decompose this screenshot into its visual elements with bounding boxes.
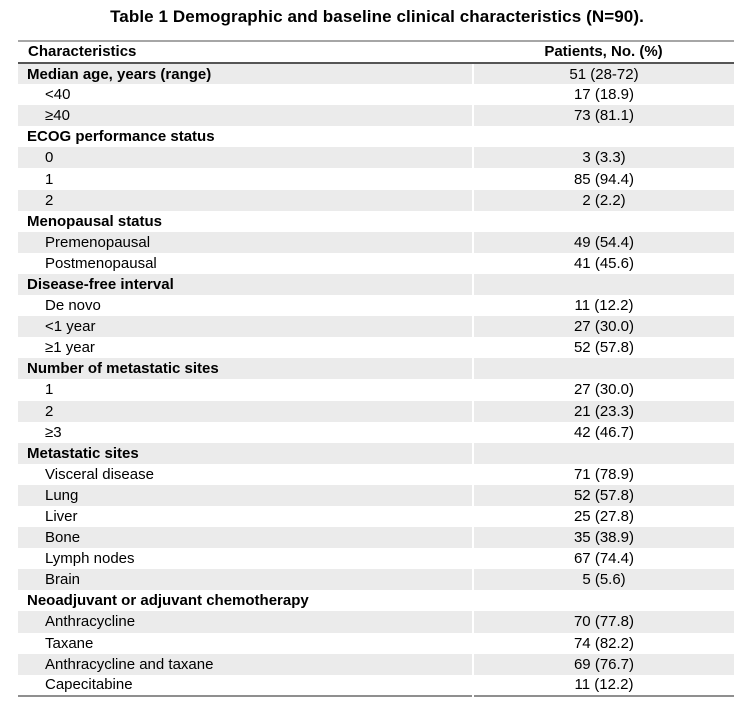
header-row <box>18 41 734 63</box>
characteristics-table <box>18 40 734 697</box>
table-row <box>18 401 734 422</box>
table-row <box>18 527 734 548</box>
table-row <box>18 274 734 295</box>
row-value: 35 (38.9) <box>473 527 734 548</box>
table-row <box>18 168 734 189</box>
table-row <box>18 84 734 105</box>
row-label: <1 year <box>18 316 473 337</box>
row-value: 85 (94.4) <box>473 168 734 189</box>
row-value: 73 (81.1) <box>473 105 734 126</box>
row-value: 5 (5.6) <box>473 569 734 590</box>
row-label: 2 <box>18 190 473 211</box>
row-label: Capecitabine <box>45 676 133 694</box>
row-value: 69 (76.7) <box>473 654 734 675</box>
row-label: ≥3 <box>45 423 62 441</box>
row-value <box>473 274 734 295</box>
row-label: ≥40 <box>18 105 473 126</box>
table-title: Table 1 Demographic and baseline clinical characteristics (N=90). <box>110 7 644 26</box>
row-value: 11 (12.2) <box>473 295 734 316</box>
table-row <box>18 295 734 316</box>
row-value: 42 (46.7) <box>473 422 734 443</box>
row-label: Menopausal status <box>27 212 163 230</box>
table-row <box>18 569 734 590</box>
row-value: 25 (27.8) <box>473 506 734 527</box>
column-header-patients: Patients, No. (%) <box>473 41 734 63</box>
row-value <box>473 126 734 147</box>
table-body <box>18 63 734 696</box>
row-label: Brain <box>18 569 473 590</box>
row-label: Visceral disease <box>45 465 154 483</box>
table-row <box>18 422 734 443</box>
table-row <box>18 147 734 168</box>
row-label: Anthracycline <box>18 611 473 632</box>
table-row <box>18 337 734 358</box>
table-row <box>18 316 734 337</box>
row-value: 67 (74.4) <box>473 548 734 569</box>
table-row <box>18 358 734 379</box>
row-label: Neoadjuvant or adjuvant chemotherapy <box>27 592 309 610</box>
table-row <box>18 506 734 527</box>
table-row <box>18 654 734 675</box>
row-label: <40 <box>45 86 71 104</box>
table-row <box>18 485 734 506</box>
row-value: 21 (23.3) <box>473 401 734 422</box>
row-label: 1 <box>45 381 54 399</box>
row-label: Lung <box>18 485 473 506</box>
row-label: ≥1 year <box>45 339 95 357</box>
row-label: Liver <box>45 508 78 526</box>
table-row <box>18 443 734 464</box>
table-row <box>18 633 734 654</box>
row-value: 3 (3.3) <box>473 147 734 168</box>
row-label: Disease-free interval <box>18 274 473 295</box>
row-label: Premenopausal <box>18 232 473 253</box>
table-row <box>18 464 734 485</box>
row-label: Taxane <box>45 634 94 652</box>
row-value: 74 (82.2) <box>473 633 734 654</box>
row-label: Lymph nodes <box>45 550 135 568</box>
row-value: 27 (30.0) <box>473 316 734 337</box>
table-header <box>18 41 734 63</box>
column-header-characteristics: Characteristics <box>18 41 473 63</box>
row-label: Anthracycline and taxane <box>18 654 473 675</box>
row-label: 2 <box>18 401 473 422</box>
row-label: 0 <box>18 147 473 168</box>
row-value: 17 (18.9) <box>473 84 734 105</box>
table-row <box>18 63 734 84</box>
row-value: 27 (30.0) <box>473 379 734 400</box>
table-row <box>18 211 734 232</box>
row-label: Postmenopausal <box>45 254 157 272</box>
table-row <box>18 105 734 126</box>
table-row <box>18 379 734 400</box>
row-value: 49 (54.4) <box>473 232 734 253</box>
row-value: 71 (78.9) <box>473 464 734 485</box>
row-value <box>473 443 734 464</box>
row-value: 51 (28-72) <box>473 63 734 84</box>
row-label: Bone <box>18 527 473 548</box>
row-value: 70 (77.8) <box>473 611 734 632</box>
row-value <box>473 358 734 379</box>
table-row <box>18 675 734 696</box>
row-value: 2 (2.2) <box>473 190 734 211</box>
row-label: 1 <box>45 170 54 188</box>
row-label: ECOG performance status <box>27 128 215 146</box>
row-value: 52 (57.8) <box>473 337 734 358</box>
row-value: 11 (12.2) <box>473 675 734 696</box>
row-value: 41 (45.6) <box>473 253 734 274</box>
row-label: Median age, years (range) <box>18 63 473 84</box>
row-value <box>473 590 734 611</box>
table-row <box>18 548 734 569</box>
row-value <box>473 211 734 232</box>
table-row <box>18 611 734 632</box>
table-row <box>18 190 734 211</box>
row-value: 52 (57.8) <box>473 485 734 506</box>
table-row <box>18 232 734 253</box>
row-label: Metastatic sites <box>18 443 473 464</box>
table-row <box>18 253 734 274</box>
row-label: Number of metastatic sites <box>18 358 473 379</box>
row-label: De novo <box>45 297 101 315</box>
table-row <box>18 126 734 147</box>
table-row <box>18 590 734 611</box>
